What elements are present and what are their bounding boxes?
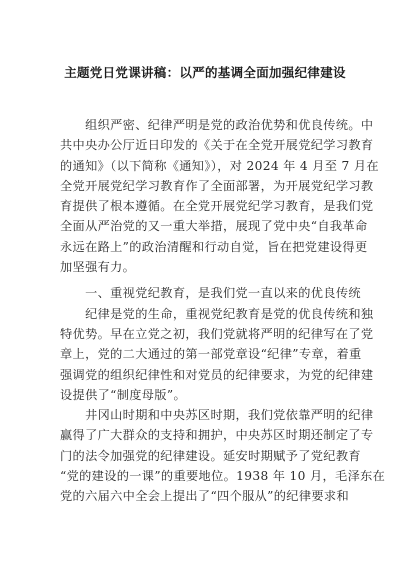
text-line: 永远在路上”的政治清醒和行动自觉，旨在把党建设得更 — [60, 239, 368, 254]
text-line: 组织严密、纪律严明是党的政治优势和优良传统。中 — [60, 118, 374, 132]
paragraph — [60, 115, 379, 277]
text-line: 共中央办公厅近日印发的《关于在全党开展党纪学习教育 — [60, 138, 374, 153]
text-line: 门的法令加强党的纪律建设。延安时期赋予了党纪教育 — [60, 448, 361, 463]
text-line: 设提供了“制度母版”。 — [60, 387, 186, 402]
text-line: 全面从严治党的又一重大举措，展现了党中央“自我革命 — [60, 219, 368, 234]
text-line: 强调党的组织纪律性和对党员的纪律要求，为党的纪律建 — [60, 367, 374, 382]
text-line: 一、重视党纪教育，是我们党一直以来的优良传统 — [60, 286, 361, 301]
text-line: 章上，党的二大通过的第一部党章设“纪律”专章，着重 — [60, 347, 362, 362]
text-line: 井冈山时期和中央苏区时期，我们党依靠严明的纪律 — [60, 408, 374, 423]
document-title: 主题党日党课讲稿：以严的基调全面加强纪律建设 — [64, 65, 346, 80]
document-body — [60, 115, 386, 507]
paragraph — [60, 304, 374, 405]
text-line: “党的建设的一课”的重要地位。1938 年 10 月，毛泽东在 — [60, 469, 386, 484]
text-line: 全党开展党纪学习教育作了全面部署，为开展党纪学习教 — [60, 178, 374, 193]
text-line: 赢得了广大群众的支持和拥护，中央苏区时期还制定了专 — [60, 428, 374, 443]
text-line: 育提供了根本遵循。在全党开展党纪学习教育，是我们党 — [60, 199, 374, 214]
paragraph — [60, 405, 386, 506]
text-line: 加坚强有力。 — [60, 260, 136, 275]
text-line: 的通知》（以下简称《通知》），对 2024 年 4 月至 7 月在 — [60, 158, 379, 173]
text-line: 纪律是党的生命，重视党纪教育是党的优良传统和独 — [60, 306, 374, 321]
text-line: 特优势。早在立党之初，我们党就将严明的纪律写在了党 — [60, 326, 374, 341]
paragraph — [60, 283, 360, 303]
text-line: 党的六届六中全会上提出了“四个服从”的纪律要求和 — [60, 489, 349, 504]
